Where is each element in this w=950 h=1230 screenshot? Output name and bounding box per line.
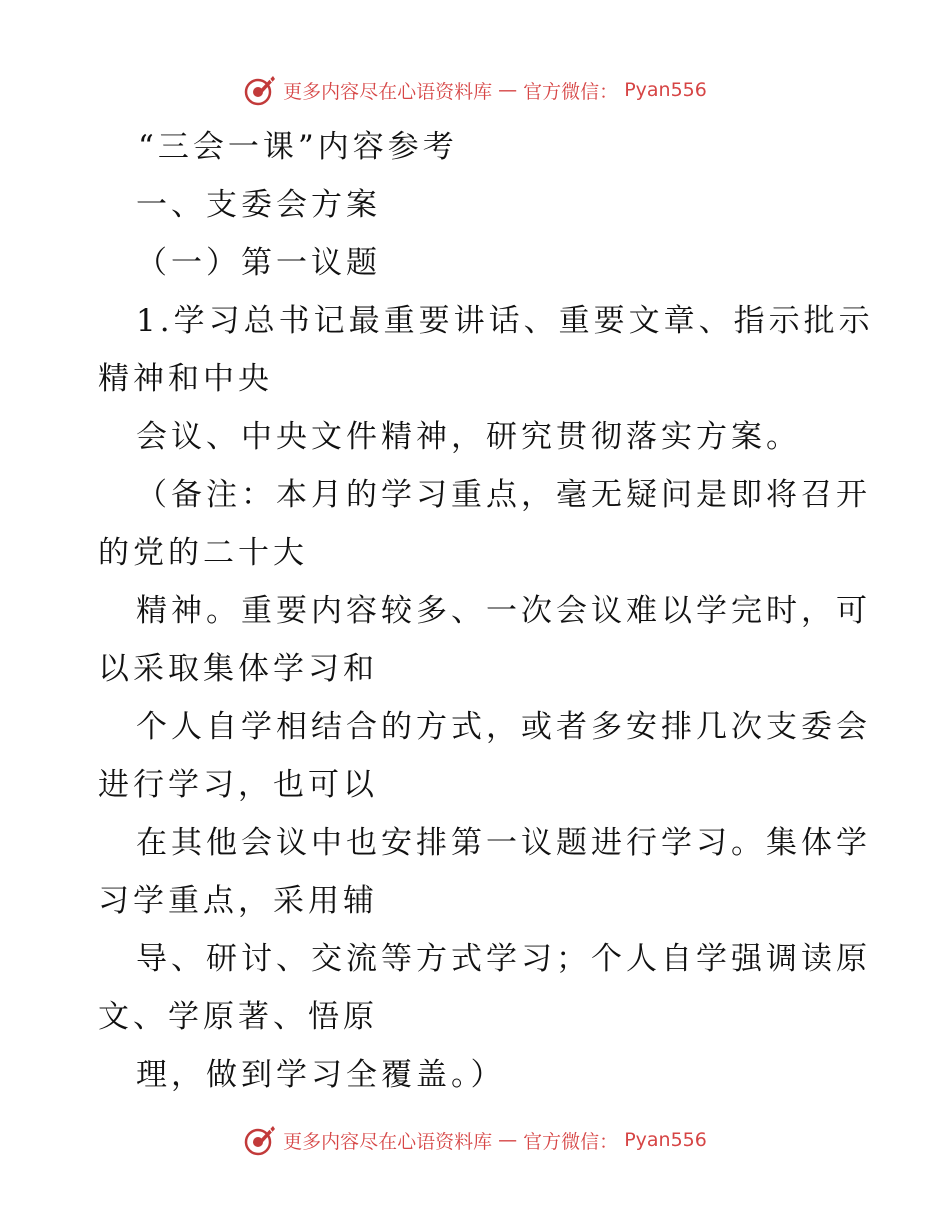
watermark-wechat-id: Pyan556 bbox=[624, 1129, 707, 1151]
document-title: “三会一课”内容参考 bbox=[138, 129, 458, 165]
paragraph-line: 文、学原著、悟原 bbox=[98, 999, 378, 1035]
watermark-wechat-label: 官方微信： bbox=[523, 80, 619, 103]
feather-logo-icon bbox=[243, 73, 277, 107]
paragraph-line: （备注：本月的学习重点，毫无疑问是即将召开 bbox=[136, 477, 871, 513]
section-heading: 一、支委会方案 bbox=[136, 187, 381, 223]
paragraph-line: 进行学习，也可以 bbox=[98, 767, 378, 803]
paragraph-line: 1.学习总书记最重要讲话、重要文章、指示批示 bbox=[136, 303, 874, 339]
watermark-text: 更多内容尽在心语资料库 bbox=[283, 1130, 493, 1153]
paragraph-line: 精神。重要内容较多、一次会议难以学完时，可 bbox=[136, 593, 871, 629]
paragraph-line: 个人自学相结合的方式，或者多安排几次支委会 bbox=[136, 709, 871, 745]
watermark-separator: — bbox=[498, 79, 518, 101]
paragraph-line: 精神和中央 bbox=[98, 361, 273, 397]
paragraph-line: 理，做到学习全覆盖。） bbox=[136, 1057, 506, 1093]
watermark-separator: — bbox=[498, 1129, 518, 1151]
header-watermark bbox=[0, 70, 950, 110]
paragraph-line: 会议、中央文件精神，研究贯彻落实方案。 bbox=[136, 419, 801, 455]
paragraph-line: 在其他会议中也安排第一议题进行学习。集体学 bbox=[136, 825, 871, 861]
subsection-heading: （一）第一议题 bbox=[136, 245, 381, 281]
paragraph-line: 导、研讨、交流等方式学习；个人自学强调读原 bbox=[136, 941, 871, 977]
feather-logo-icon bbox=[243, 1123, 277, 1157]
paragraph-line: 习学重点，采用辅 bbox=[98, 883, 378, 919]
document-body bbox=[98, 118, 874, 1104]
paragraph-line: 以采取集体学习和 bbox=[98, 651, 378, 687]
watermark-text: 更多内容尽在心语资料库 bbox=[283, 80, 493, 103]
paragraph-line: 的党的二十大 bbox=[98, 535, 308, 571]
watermark-wechat-id: Pyan556 bbox=[624, 79, 707, 101]
watermark-wechat-label: 官方微信： bbox=[523, 1130, 619, 1153]
footer-watermark bbox=[0, 1120, 950, 1160]
